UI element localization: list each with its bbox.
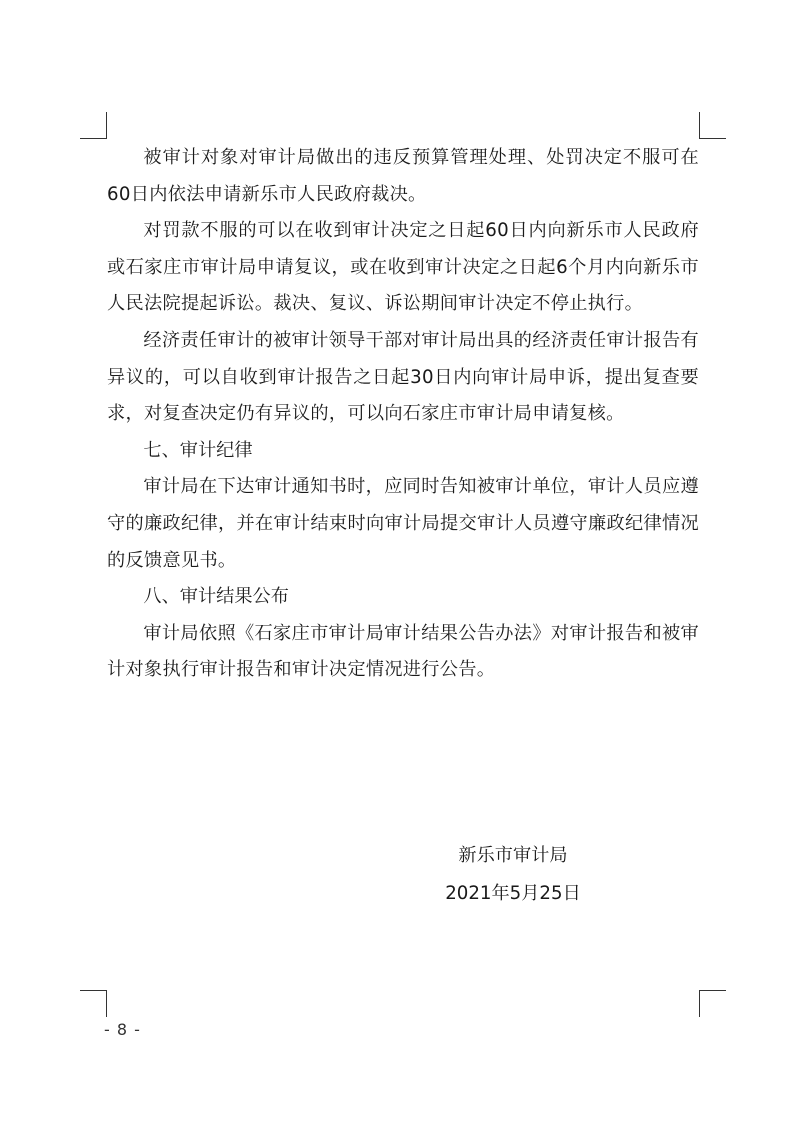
section-heading-results: 八、审计结果公布 xyxy=(143,586,289,608)
crop-mark-bottom-right xyxy=(699,990,726,1017)
crop-mark-top-right xyxy=(699,112,726,139)
paragraph-discipline: 审计局在下达审计通知书时，应同时告知被审计单位，审计人员应遵守的廉政纪律，并在审计结束时向审计局提交审计人员遵守廉政纪律情况的反馈意见书。 xyxy=(107,476,699,571)
paragraph-appeal-fine: 对罚款不服的可以在收到审计决定之日起60日内向新乐市人民政府或石家庄市审计局申请复议，或在收到审计决定之日起6个月内向新乐市人民法院提起诉讼。裁决、复议、诉讼期间审计决定不停止执行。 xyxy=(107,220,699,315)
section-heading-discipline: 七、审计纪律 xyxy=(143,439,253,461)
paragraph-appeal-ruling: 被审计对象对审计局做出的违反预算管理处理、处罚决定不服可在60日内依法申请新乐市人民政府裁决。 xyxy=(107,147,699,205)
page-number: - 8 - xyxy=(104,1020,141,1039)
crop-mark-bottom-left xyxy=(80,990,107,1017)
paragraph-economic-responsibility: 经济责任审计的被审计领导干部对审计局出具的经济责任审计报告有异议的，可以自收到审计报告之日起30日内向审计局申诉，提出复查要求，对复查决定仍有异议的，可以向石家庄市审计局申请复核。 xyxy=(107,329,699,425)
signature-organization: 新乐市审计局 xyxy=(458,845,568,866)
crop-mark-top-left xyxy=(80,112,107,139)
paragraph-results: 审计局依照《石家庄市审计局审计结果公告办法》对审计报告和被审计对象执行审计报告和审计决定情况进行公告。 xyxy=(107,622,699,681)
signature-date: 2021年5月25日 xyxy=(445,883,581,904)
document-body xyxy=(107,140,699,689)
